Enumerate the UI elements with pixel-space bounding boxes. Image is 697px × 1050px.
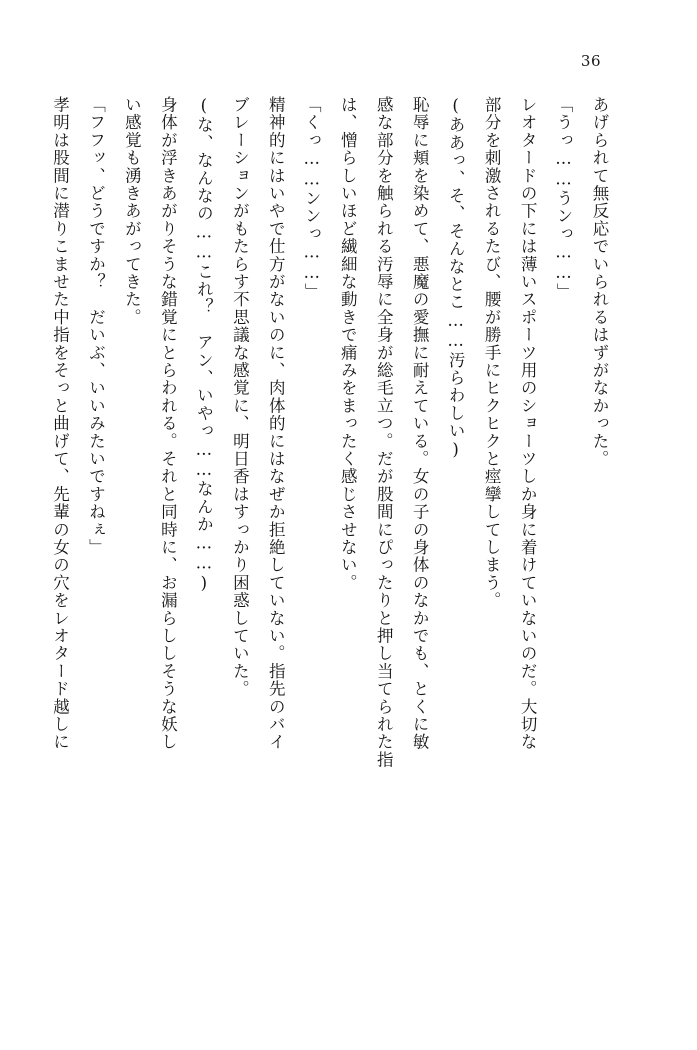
- text-line: 身体が浮きあがりそうな錯覚にとらわれる。それと同時に、お漏らししそうな妖し: [158, 96, 178, 751]
- body-text-block: [50, 96, 617, 976]
- text-line: 「フフッ、どうですか？ だいぶ、いいみたいですねぇ」: [86, 96, 106, 557]
- text-line: 「くっ……ンンっ……」: [302, 96, 322, 301]
- text-line: 精神的にはいやで仕方がないのに、肉体的にはなぜか拒絶していない。指先のバイ: [266, 96, 286, 751]
- text-line: い感覚も湧きあがってきた。: [122, 96, 142, 327]
- text-line: (ああっ、そ、そんなとこ……汚らわしい): [446, 96, 466, 460]
- text-line: あげられて無反応でいられるはずがなかった。: [590, 96, 609, 468]
- text-line: 部分を刺激されるたび、腰が勝手にヒクヒクと痙攣してしまう。: [482, 96, 502, 610]
- text-line: 恥辱に頬を染めて、悪魔の愛撫に耐えている。女の子の身体のなかでも、とくに敏: [410, 96, 430, 751]
- text-line: は、憎らしいほど繊細な動きで痛みをまったく感じさせない。: [338, 96, 358, 592]
- text-line: 感な部分を触られる汚辱に全身が総毛立つ。だが股間にぴったりと押し当てられた指: [374, 96, 394, 769]
- text-line: 孝明は股間に潜りこませた中指をそっと曲げて、先輩の女の穴をレオタード越しに: [50, 96, 70, 751]
- text-line: (な、なんなの……これ？ アン、いやっ……なんか……): [194, 96, 214, 594]
- text-line: ブレーションがもたらす不思議な感覚に、明日香はすっかり困惑していた。: [230, 96, 250, 698]
- text-line: 「うっ……うンっ……」: [554, 96, 574, 301]
- page-number: 36: [580, 52, 601, 70]
- text-line: レオタードの下には薄いスポーツ用のショーツしか身に着けていないのだ。大切な: [518, 96, 538, 751]
